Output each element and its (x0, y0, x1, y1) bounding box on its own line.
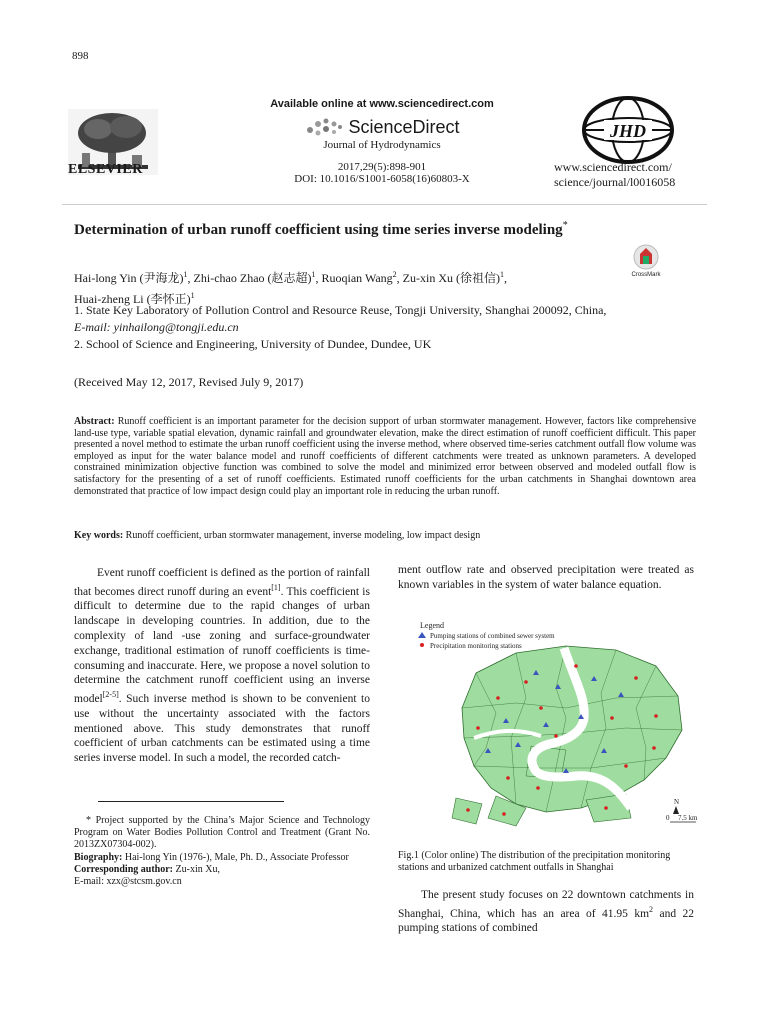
map-legend-pump: Pumping stations of combined sewer system (430, 632, 555, 640)
author-1: Hai-long Yin (尹海龙) (74, 271, 184, 285)
affiliation-1: 1. State Key Laboratory of Pollution Control and Resource Reuse, Tongji University, Shanghai 200092, China, (74, 303, 607, 317)
citation-ref-2[interactable]: [2-5] (102, 690, 119, 700)
corresponding-label: Corresponding author: (74, 863, 173, 875)
available-online: Available online at www.sciencedirect.com (270, 98, 494, 110)
intro-text-c: . Such inverse method is shown to be convenient to use without the uncertainty associated with the factors mentioned above. This study demonstrates that runoff coefficient of urban catchments can be estimated using a time series inverse model. In such a model, the recorded catch- (74, 693, 370, 765)
crossmark-icon[interactable] (633, 244, 659, 270)
elsevier-tree-logo (68, 94, 158, 194)
scale-zero: 0 (666, 814, 670, 822)
map-legend-precip: Precipitation monitoring stations (430, 642, 522, 650)
author-4: , Zu-xin Xu (徐祖信) (396, 271, 500, 285)
study-text-a: The present study focuses on 22 downtown catchments in Shanghai, China, which has an area of 41.95 km (398, 889, 694, 920)
intro-text-a: Event runoff coefficient is defined as the portion of rainfall that becomes direct runoff during an event (74, 567, 370, 598)
footnote-biography (74, 852, 370, 864)
intro-text-b: . This coefficient is difficult to determine due to the rapid changes of urban landscape in developing countries. In addition, due to the complexity of land -use zoning and surface-groundwater exchange, traditional estimation of runoff coefficients is time-consuming and inaccurate. Here, we propose a novel solution to determine the catchment runoff coefficient using an inverse model (74, 585, 370, 706)
keywords-text: Runoff coefficient, urban stormwater management, inverse modeling, low impact design (125, 530, 481, 541)
body-column-1 (74, 566, 370, 766)
affiliations (74, 302, 694, 353)
precip-legend-icon (420, 643, 424, 647)
map-legend-title: Legend (420, 621, 444, 630)
pump-legend-icon (418, 632, 426, 638)
doi: DOI: 10.1016/S1001-6058(16)60803-X (294, 173, 470, 185)
footnote-email[interactable]: E-mail: xzx@stcsm.gov.cn (74, 876, 182, 888)
abstract-label: Abstract: (74, 416, 115, 427)
scale-km: 7.5 km (678, 814, 698, 822)
corresponding-text: Zu-xin Xu, (173, 863, 220, 875)
abstract (74, 416, 696, 497)
author-4-end: , (503, 271, 507, 285)
paper-title-text: Determination of urban runoff coefficient using time series inverse modeling (74, 222, 563, 238)
biography-text: Hai-long Yin (1976-), Male, Ph. D., Associate Professor (122, 851, 349, 863)
title-footnote-mark: * (562, 220, 568, 231)
abstract-text: Runoff coefficient is an important parameter for the decision support of urban stormwater management. However, factors like comprehensive land-use type, variable spatial elevation, dynamic rainfall and groundwater elevation, make the direct estimation of runoff coefficient difficult. This paper presented a novel method to estimate the urban runoff coefficient using the inverse method, where observed time-series catchment outfall flow volume was employed as input for the water balance model and runoff coefficients of different catchments were treated as unknown parameters. A developed constrained minimization objective function was combined to solve the model and minimized error between observed and modeled outfall flow is satisfactory for the presenting of a set of runoff coefficients. Estimated runoff coefficients for the urban catchments in Shanghai downtown area demonstrated that practice of low impact design could play an important role in reducing the urban runoff. (74, 416, 697, 497)
author-2: , Zhi-chao Zhao (赵志超) (187, 271, 312, 285)
author-3: , Ruoqian Wang (315, 271, 393, 285)
jhd-globe-logo (580, 96, 676, 168)
affiliation-2: 2. School of Science and Engineering, University of Dundee, Dundee, UK (74, 337, 432, 351)
journal-header (62, 94, 707, 205)
jhd-logo-text: JHD (610, 121, 646, 141)
figure-caption: Fig.1 (Color online) The distribution of the precipitation monitoring stations and urbanized catchment outfalls in Shanghai (398, 850, 671, 873)
journal-name: Journal of Hydrodynamics (323, 139, 441, 151)
footnote-project: * Project supported by the China’s Major Science and Technology Program on Water Bodies Pollution Control and Treatment (Grant No. 2013ZX07304-002). (74, 815, 370, 851)
paper-title (74, 220, 568, 239)
body-column-2-top: ment outflow rate and observed precipitation were treated as known variables in the system of water balance equation. (398, 564, 694, 591)
keywords-label: Key words: (74, 530, 124, 541)
biography-label: Biography: (74, 851, 123, 863)
shanghai-catchment-map (416, 618, 702, 836)
author-2-sup: 1 (311, 270, 316, 279)
citation-ref-1[interactable]: [1] (271, 582, 281, 592)
north-label: N (674, 798, 680, 806)
author-5-sup: 1 (190, 291, 195, 300)
footnote-divider (98, 801, 284, 802)
page-number: 898 (72, 50, 89, 62)
sciencedirect-brand (252, 116, 512, 138)
footnote-corresponding (74, 864, 370, 876)
author-3-sup: 2 (392, 270, 397, 279)
crossmark-label: CrossMark (631, 272, 661, 278)
author-1-sup: 1 (183, 270, 188, 279)
km2-sup: 2 (649, 904, 654, 914)
sciencedirect-name: ScienceDirect (348, 116, 460, 137)
affiliation-email[interactable]: E-mail: yinhailong@tongji.edu.cn (74, 320, 239, 334)
author-5: Huai-zheng Li (李怀正) (74, 292, 191, 306)
journal-url-line2[interactable]: science/journal/l0016058 (554, 175, 676, 189)
footnote (74, 815, 370, 888)
body-column-2-bottom (398, 888, 694, 936)
sciencedirect-dots-icon (304, 116, 344, 138)
journal-url[interactable] (554, 160, 675, 190)
study-text-b: and 22 pumping stations of combined (398, 907, 694, 935)
keywords (74, 530, 696, 541)
citation: 2017,29(5):898-901 (337, 161, 427, 173)
publisher-name: ELSEVIER (68, 162, 143, 177)
author-4-sup: 1 (499, 270, 504, 279)
header-center (252, 98, 512, 185)
journal-url-line1[interactable]: www.sciencedirect.com/ (554, 160, 672, 174)
received-dates: (Received May 12, 2017, Revised July 9, 2017) (74, 375, 304, 389)
north-arrow-icon (673, 806, 679, 814)
